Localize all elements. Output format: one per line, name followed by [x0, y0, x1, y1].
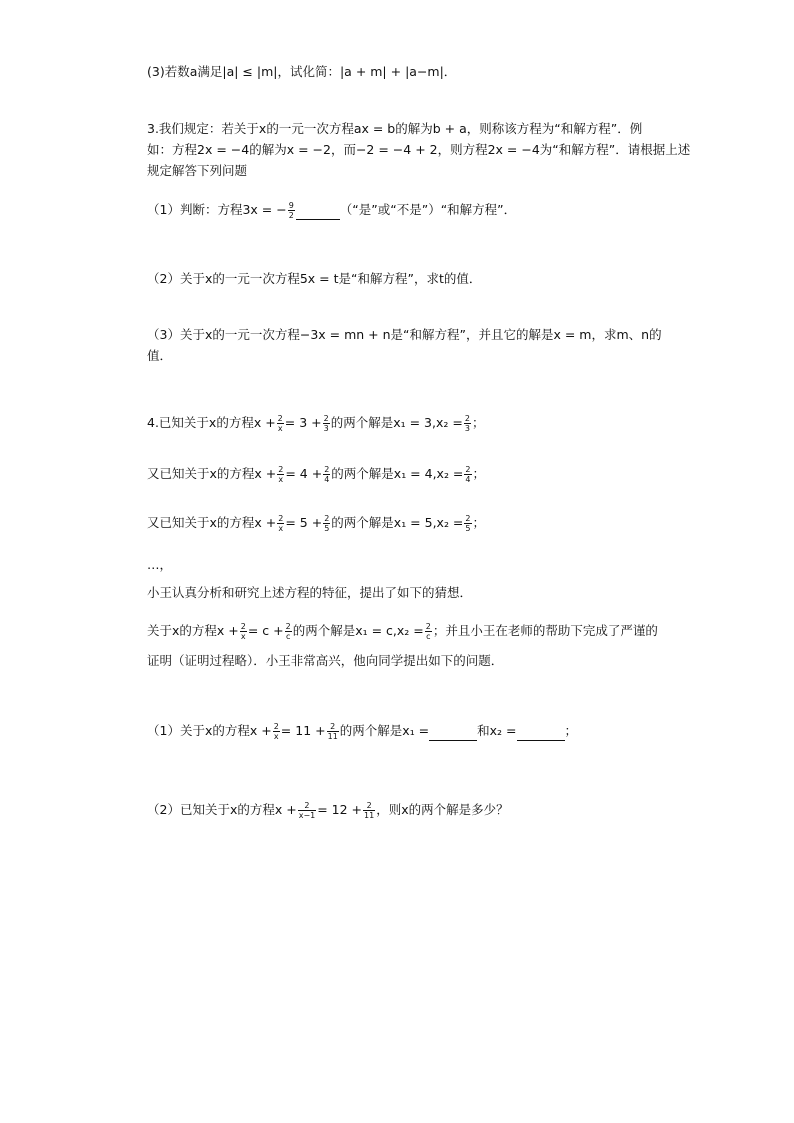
fraction-denominator: 11 — [327, 732, 338, 741]
fraction-numerator: 2 — [278, 465, 284, 474]
text: ； — [471, 415, 485, 430]
text: ； — [564, 723, 578, 738]
text: = 4 + — [285, 466, 323, 481]
text: = 11 + — [280, 723, 326, 738]
q3-intro-line1: 3.我们规定：若关于x的一元一次方程ax = b的解为b + a，则称该方程为“和解方程”．例 — [147, 121, 643, 136]
fraction — [464, 465, 471, 484]
fraction — [273, 722, 280, 741]
fraction — [363, 801, 375, 820]
text: = 5 + — [285, 515, 323, 530]
q4-line1 — [147, 414, 484, 433]
fraction-denominator: c — [285, 632, 291, 641]
text: 的两个解是x₁ = c,x₂ = — [292, 623, 424, 638]
fraction-numerator: 2 — [298, 801, 317, 811]
fraction-numerator: 2 — [465, 465, 471, 474]
fraction-denominator: x−1 — [298, 811, 316, 820]
fraction-numerator: 9 — [288, 201, 294, 210]
fraction-denominator: 3 — [464, 424, 470, 433]
fraction-denominator: x — [273, 732, 279, 741]
fraction — [277, 465, 284, 484]
text: 关于x的方程x + — [147, 623, 239, 638]
fraction — [323, 414, 330, 433]
fraction-denominator: 5 — [324, 524, 330, 533]
fraction-numerator: 2 — [324, 514, 330, 523]
fraction — [464, 414, 471, 433]
fraction — [425, 622, 432, 641]
q4-sub2 — [147, 801, 509, 820]
q3-sub3-line1: （3）关于x的一元一次方程−3x = mn + n是“和解方程”，并且它的解是x = m，求m、n的 — [147, 327, 662, 342]
text: 又已知关于x的方程x + — [147, 466, 277, 481]
fraction-numerator: 2 — [273, 722, 279, 731]
fraction-denominator: c — [426, 632, 431, 641]
fraction-numerator: 2 — [464, 414, 470, 423]
text: ；并且小王在老师的帮助下完成了严谨的 — [432, 623, 658, 638]
fraction-numerator: 2 — [285, 622, 291, 631]
fraction-numerator: 2 — [323, 414, 329, 423]
q3-intro-line3: 规定解答下列问题 — [147, 163, 248, 178]
fraction — [323, 465, 330, 484]
fraction-numerator: 2 — [327, 722, 339, 732]
fraction-numerator: 2 — [277, 414, 283, 423]
q3-sub1-prefix: （1）判断：方程3x = − — [147, 202, 287, 217]
text: 又已知关于x的方程x + — [147, 515, 277, 530]
q3-intro-line2: 如：方程2x = −4的解为x = −2，而−2 = −4 + 2，则方程2x = −4为“和解方程”．请根据上述 — [147, 142, 691, 157]
text: = 3 + — [284, 415, 322, 430]
fraction-denominator: x — [240, 632, 246, 641]
fraction — [277, 414, 284, 433]
q4-line2 — [147, 465, 485, 484]
fraction — [240, 622, 247, 641]
answer-blank[interactable] — [296, 207, 340, 220]
fraction — [327, 722, 339, 741]
fraction — [288, 201, 295, 220]
part3-question: (3)若数a满足|a| ≤ |m|，试化简：|a + m| + |a−m|． — [147, 64, 457, 79]
text: 的两个解是x₁ = 4,x₂ = — [331, 466, 464, 481]
fraction-numerator: 2 — [240, 622, 246, 631]
fraction — [277, 514, 284, 533]
fraction-denominator: 3 — [323, 424, 329, 433]
fraction-denominator: x — [278, 475, 284, 484]
text: ，则x的两个解是多少？ — [376, 802, 509, 817]
fraction-denominator: 11 — [364, 811, 375, 820]
fraction-denominator: 2 — [288, 211, 294, 220]
text: 的两个解是x₁ = 3,x₂ = — [330, 415, 463, 430]
q4-proof-note: 证明（证明过程略）．小王非常高兴，他向同学提出如下的问题． — [147, 653, 504, 668]
q3-sub2: （2）关于x的一元一次方程5x = t是“和解方程”，求t的值． — [147, 271, 482, 286]
fraction-numerator: 2 — [425, 622, 431, 631]
text: 的两个解是x₁ = — [339, 723, 430, 738]
fraction-denominator: 4 — [324, 475, 330, 484]
q4-analysis: 小王认真分析和研究上述方程的特征，提出了如下的猜想． — [147, 585, 473, 600]
fraction — [298, 801, 317, 820]
fraction-numerator: 2 — [278, 514, 284, 523]
text: 4.已知关于x的方程x + — [147, 415, 276, 430]
fraction-numerator: 2 — [465, 514, 471, 523]
fraction — [464, 514, 471, 533]
q4-line3 — [147, 514, 485, 533]
fraction-denominator: 5 — [465, 524, 471, 533]
q4-ellipsis: …， — [147, 557, 173, 572]
fraction-denominator: 4 — [465, 475, 471, 484]
answer-blank-x2[interactable] — [517, 728, 565, 741]
text: （1）关于x的方程x + — [147, 723, 272, 738]
text: 的两个解是x₁ = 5,x₂ = — [331, 515, 464, 530]
q3-sub3-line2: 值． — [147, 348, 173, 363]
text: = 12 + — [317, 802, 363, 817]
fraction-denominator: x — [278, 524, 284, 533]
fraction — [323, 514, 330, 533]
q3-sub1 — [147, 201, 516, 220]
answer-blank-x1[interactable] — [429, 728, 477, 741]
q4-conjecture — [147, 622, 658, 641]
fraction-numerator: 2 — [324, 465, 330, 474]
text: 和x₂ = — [477, 723, 517, 738]
text: ； — [472, 466, 486, 481]
q3-sub1-suffix: （“是”或“不是”）“和解方程”． — [339, 202, 517, 217]
text: = c + — [247, 623, 284, 638]
q4-sub1 — [147, 722, 577, 741]
text: （2）已知关于x的方程x + — [147, 802, 297, 817]
text: ； — [472, 515, 486, 530]
fraction-numerator: 2 — [363, 801, 375, 811]
fraction — [285, 622, 292, 641]
fraction-denominator: x — [277, 424, 283, 433]
